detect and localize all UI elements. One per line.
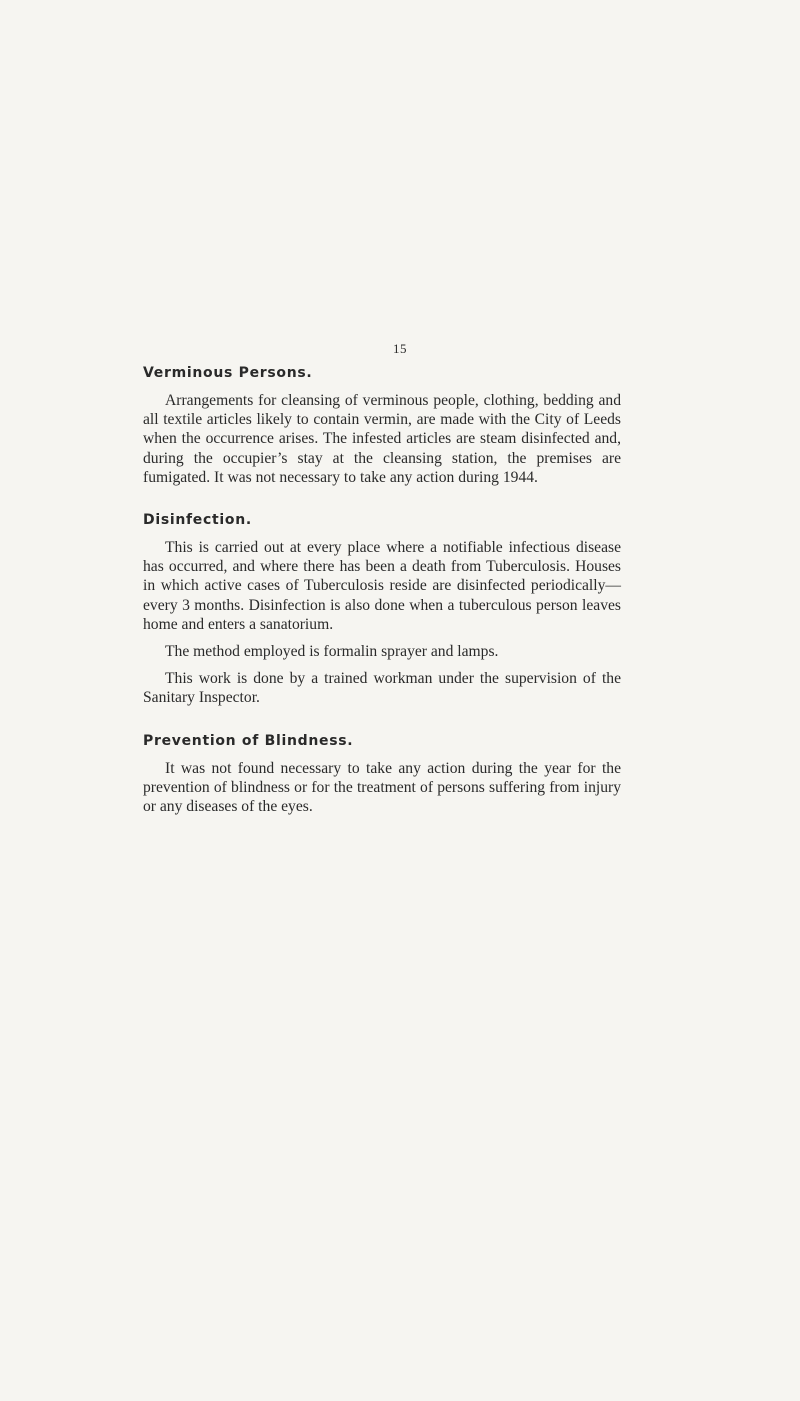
document-body [143, 364, 621, 840]
section-heading: Disinfection. [143, 512, 252, 529]
section-prevention-of-blindness [143, 732, 621, 817]
section-heading: Prevention of Blindness. [143, 732, 354, 749]
paragraph: Arrangements for cleansing of verminous people, clothing, bedding and all textile articles likely to contain vermin, are made with the City of Leeds when the occurrence arises. The infested articles are steam disinfected and, during the occupier’s stay at the cleansing station, the premises are fumigated. It was not necessary to take any action during 1944. [143, 392, 621, 486]
section-disinfection [143, 511, 621, 708]
section-verminous-persons [143, 364, 621, 487]
paragraph: This is carried out at every place where a notifiable infectious disease has occurred, and where there has been a death from Tuberculosis. Houses in which active cases of Tuberculosis reside are disinfected periodically—every 3 months. Disinfection is also done when a tuberculous person leaves home and enters a sanatorium. [143, 539, 621, 633]
paragraph: It was not found necessary to take any action during the year for the prevention of blindness or for the treatment of persons suffering from injury or any diseases of the eyes. [143, 759, 621, 816]
page-number: 15 [393, 341, 407, 356]
paragraph: The method employed is formalin sprayer and lamps. [165, 643, 499, 661]
paragraph: This work is done by a trained workman under the supervision of the Sanitary Inspector. [143, 670, 621, 707]
section-heading: Verminous Persons. [143, 365, 313, 381]
